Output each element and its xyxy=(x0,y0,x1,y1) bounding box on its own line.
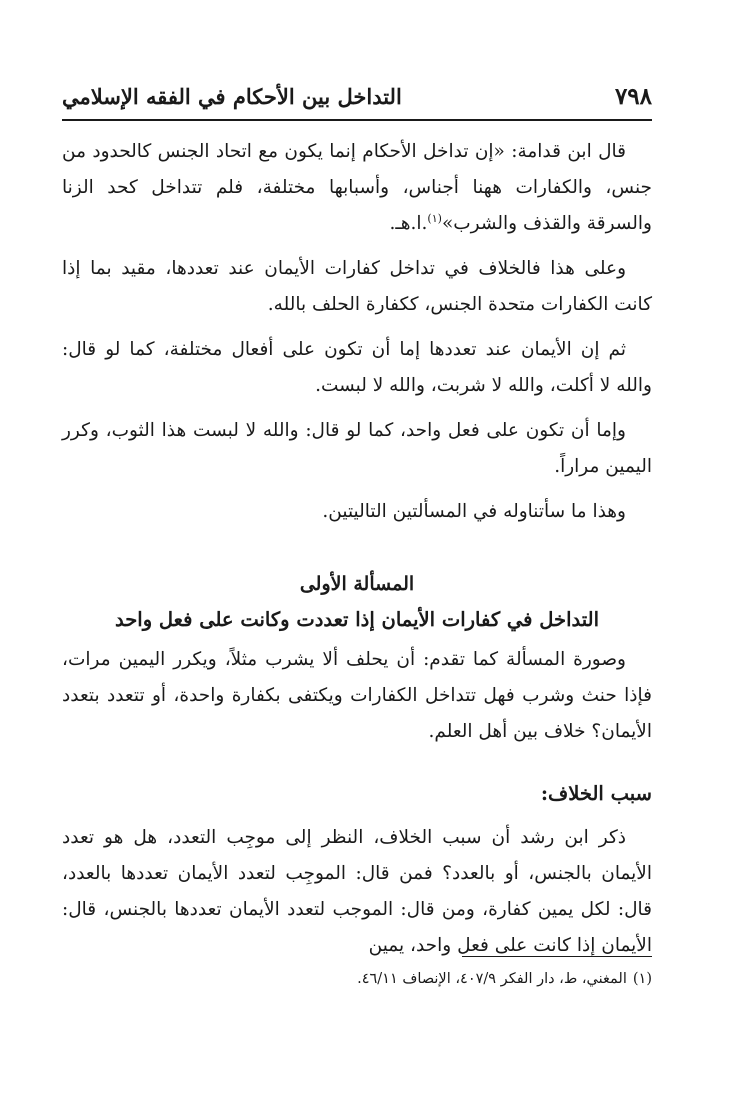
footnote-rule xyxy=(462,956,652,957)
header-rule xyxy=(62,119,652,121)
quote-text: قال ابن قدامة: «إن تداخل الأحكام إنما يكون مع اتحاد الجنس كالحدود من جنس، والكفارات ههنا أجناس، وأسبابها مختلفة، فلم تتداخل كحد الزنا والسرقة والقذف والشرب» xyxy=(62,141,652,234)
paragraph-ibn-qudama-quote xyxy=(62,134,652,242)
page-header xyxy=(62,82,652,118)
page-body xyxy=(62,134,652,973)
footnote-reference: (١) xyxy=(427,211,442,225)
section-heading-cause: سبب الخلاف: xyxy=(540,782,652,805)
paragraph-disagreement-scope: وعلى هذا فالخلاف في تداخل كفارات الأيمان عند تعددها، مقيد بما إذا كانت الكفارات متحدة الجنس، ككفارة الحلف بالله. xyxy=(62,258,652,315)
paragraph-single-act: وإما أن تكون على فعل واحد، كما لو قال: والله لا لبست هذا الثوب، وكرر اليمين مراراً. xyxy=(62,420,652,477)
issue-title: المسألة الأولى xyxy=(299,573,415,595)
paragraph-cause-of-disagreement: ذكر ابن رشد أن سبب الخلاف، النظر إلى موجِب التعدد، هل هو تعدد الأيمان بالجنس، أو بالعدد؟ فمن قال: الموجِب لتعدد الأيمان تعددها بالعدد، قال: لكل يمين كفارة، ومن قال: الموجب لتعدد الأيمان تعددها بالجنس، قال: الأيمان إذا كانت على فعل واحد، يمين xyxy=(62,827,652,956)
footnote xyxy=(100,966,652,992)
quote-ending: .ا.هـ. xyxy=(389,213,428,234)
paragraph-different-acts: ثم إن الأيمان عند تعددها إما أن تكون على أفعال مختلفة، كما لو قال: والله لا أكلت، والله لا شربت، والله لا لبست. xyxy=(62,339,652,396)
paragraph-following-issues: وهذا ما سأتناوله في المسألتين التاليتين. xyxy=(322,501,626,522)
issue-subtitle: التداخل في كفارات الأيمان إذا تعددت وكانت على فعل واحد xyxy=(115,608,599,631)
footnote-marker: (١) xyxy=(632,971,652,987)
paragraph-issue-description: وصورة المسألة كما تقدم: أن يحلف ألا يشرب مثلاً، ويكرر اليمين مرات، فإذا حنث وشرب فهل تتداخل الكفارات ويكتفى بكفارة واحدة، أو تتعدد بتعدد الأيمان؟ خلاف بين أهل العلم. xyxy=(62,649,652,742)
page-number: ٧٩٨ xyxy=(614,83,652,110)
footnote-text: المغني، ط، دار الفكر ٤٠٧/٩، الإنصاف ٤٦/١١. xyxy=(357,971,627,987)
running-title: التداخل بين الأحكام في الفقه الإسلامي xyxy=(62,84,402,109)
